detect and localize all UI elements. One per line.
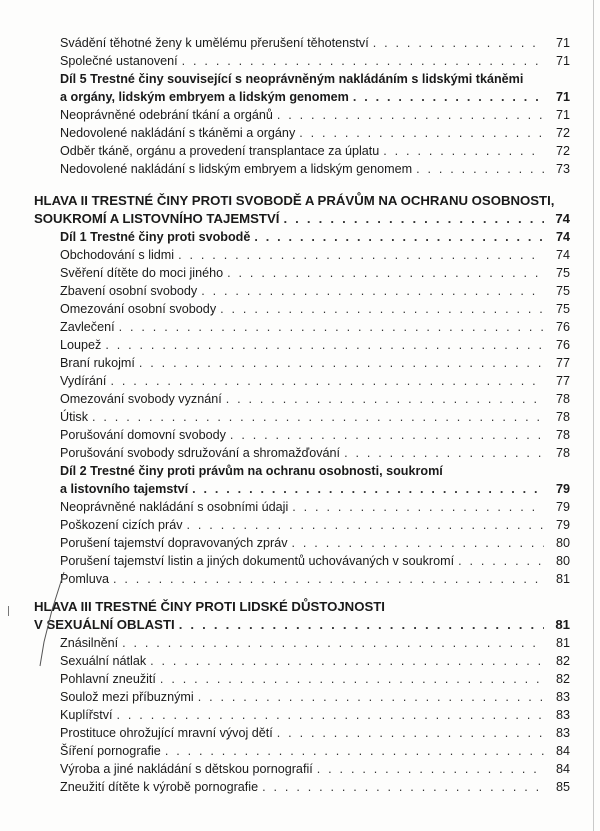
entry-title: Omezování svobody vyznání [60, 392, 222, 406]
chapter-heading[interactable] [34, 616, 570, 634]
entry-title: Zbavení osobní svobody [60, 284, 198, 298]
leader-dots [160, 670, 544, 688]
entry-page: 81 [555, 572, 570, 586]
leader-dots [230, 426, 544, 444]
entry-page: 75 [555, 266, 570, 280]
leader-dots [344, 444, 544, 462]
leader-dots [299, 124, 544, 142]
entry-page: 82 [555, 672, 570, 686]
toc-entry[interactable] [60, 246, 570, 264]
entry-page: 85 [555, 780, 570, 794]
entry-title: Pohlavní zneužití [60, 672, 156, 686]
toc-entry[interactable] [60, 372, 570, 390]
toc-entry[interactable] [60, 724, 570, 742]
toc-entry[interactable] [60, 498, 570, 516]
toc-entry[interactable] [60, 52, 570, 70]
entry-page: 81 [555, 617, 570, 632]
entry-title: Porušování svobody sdružování a shromažďování [60, 446, 341, 460]
leader-dots [192, 480, 544, 498]
entry-page: 82 [555, 654, 570, 668]
entry-title: Svádění těhotné ženy k umělému přerušení těhotenství [60, 36, 369, 50]
entry-title: Kuplířství [60, 708, 113, 722]
leader-dots [283, 210, 544, 228]
entry-title: Znásilnění [60, 636, 119, 650]
leader-dots [416, 160, 544, 178]
leader-dots [254, 228, 544, 246]
toc-entry[interactable] [60, 688, 570, 706]
toc-entry[interactable] [60, 408, 570, 426]
entry-page: 72 [555, 126, 570, 140]
part-heading[interactable] [60, 228, 570, 246]
toc-entry[interactable] [60, 534, 570, 552]
entry-page: 74 [555, 211, 570, 226]
toc-entry[interactable] [60, 106, 570, 124]
toc-entry[interactable] [60, 670, 570, 688]
entry-page: 72 [555, 144, 570, 158]
entry-title: Vydírání [60, 374, 107, 388]
leader-dots [110, 372, 544, 390]
entry-title: Omezování osobní svobody [60, 302, 217, 316]
chapter-heading[interactable] [34, 210, 570, 228]
toc-entry[interactable] [60, 742, 570, 760]
toc-entry[interactable] [60, 34, 570, 52]
entry-title: Neoprávněné nakládání s osobními údaji [60, 500, 289, 514]
entry-title: Neoprávněné odebrání tkání a orgánů [60, 108, 273, 122]
leader-dots [178, 246, 544, 264]
leader-dots [220, 300, 544, 318]
toc-entry[interactable] [60, 142, 570, 160]
leader-dots [139, 354, 544, 372]
entry-page: 79 [555, 482, 570, 496]
part-heading-line1: Díl 5 Trestné činy související s neoprávněným nakládáním s lidskými tkáněmi [60, 72, 524, 86]
leader-dots [277, 724, 544, 742]
leader-dots [119, 318, 544, 336]
leader-dots [353, 88, 544, 106]
entry-title: Nedovolené nakládání s tkáněmi a orgány [60, 126, 296, 140]
toc-entry[interactable] [60, 760, 570, 778]
leader-dots [182, 52, 544, 70]
leader-dots [262, 778, 544, 796]
entry-title: Poškození cizích práv [60, 518, 183, 532]
entry-title: Loupež [60, 338, 102, 352]
leader-dots [292, 498, 544, 516]
toc-entry[interactable] [60, 282, 570, 300]
leader-dots [117, 706, 545, 724]
entry-page: 83 [555, 708, 570, 722]
toc-entry[interactable] [60, 634, 570, 652]
leader-dots [373, 34, 544, 52]
entry-page: 71 [555, 54, 570, 68]
entry-page: 71 [555, 90, 570, 104]
entry-page: 79 [555, 500, 570, 514]
entry-page: 74 [555, 230, 570, 244]
leader-dots [277, 106, 544, 124]
toc-entry[interactable] [60, 652, 570, 670]
toc-entry[interactable] [60, 354, 570, 372]
leader-dots [92, 408, 544, 426]
leader-dots [113, 570, 544, 588]
entry-page: 81 [555, 636, 570, 650]
entry-title: Výroba a jiné nakládání s dětskou pornografií [60, 762, 313, 776]
entry-title: Útisk [60, 410, 88, 424]
entry-page: 84 [555, 762, 570, 776]
leader-dots [458, 552, 544, 570]
leader-dots [201, 282, 544, 300]
entry-title: Prostituce ohrožující mravní vývoj dětí [60, 726, 273, 740]
part-heading[interactable] [60, 88, 570, 106]
toc-entry[interactable] [60, 444, 570, 462]
entry-title: Šíření pornografie [60, 744, 161, 758]
toc-entry[interactable] [60, 778, 570, 796]
entry-page: 74 [555, 248, 570, 262]
entry-page: 73 [555, 162, 570, 176]
entry-page: 71 [555, 36, 570, 50]
leader-dots [179, 616, 544, 634]
leader-dots [317, 760, 544, 778]
entry-page: 75 [555, 284, 570, 298]
entry-title: Obchodování s lidmi [60, 248, 175, 262]
entry-page: 78 [555, 428, 570, 442]
entry-page: 83 [555, 726, 570, 740]
entry-title: Díl 1 Trestné činy proti svobodě [60, 230, 251, 244]
entry-title: Pomluva [60, 572, 109, 586]
entry-title: Odběr tkáně, orgánu a provedení transplantace za úplatu [60, 144, 380, 158]
leader-dots [292, 534, 545, 552]
entry-title: Porušování domovní svobody [60, 428, 226, 442]
entry-title: Porušení tajemství dopravovaných zpráv [60, 536, 288, 550]
leader-dots [383, 142, 544, 160]
toc-entry[interactable] [60, 552, 570, 570]
toc-entry[interactable] [60, 124, 570, 142]
entry-page: 76 [555, 338, 570, 352]
toc-entry[interactable] [60, 300, 570, 318]
entry-page: 77 [555, 356, 570, 370]
entry-page: 84 [555, 744, 570, 758]
entry-page: 78 [555, 410, 570, 424]
entry-page: 78 [555, 392, 570, 406]
entry-page: 80 [555, 554, 570, 568]
entry-title: SOUKROMÍ A LISTOVNÍHO TAJEMSTVÍ [34, 211, 280, 226]
toc-entry[interactable] [60, 318, 570, 336]
entry-page: 77 [555, 374, 570, 388]
leader-dots [165, 742, 544, 760]
entry-page: 83 [555, 690, 570, 704]
part-heading[interactable] [60, 480, 570, 498]
toc-entry[interactable] [60, 390, 570, 408]
toc-entry[interactable] [60, 160, 570, 178]
entry-page: 78 [555, 446, 570, 460]
toc-entry[interactable] [60, 706, 570, 724]
entry-title: Zavlečení [60, 320, 115, 334]
leader-dots [227, 264, 544, 282]
toc-entry[interactable] [60, 570, 570, 588]
pen-stroke-mark [30, 570, 70, 670]
entry-title: Nedovolené nakládání s lidským embryem a lidským genomem [60, 162, 413, 176]
leader-dots [226, 390, 544, 408]
entry-page: 75 [555, 302, 570, 316]
toc-entry[interactable] [60, 264, 570, 282]
margin-mark [8, 606, 9, 616]
part-heading-line1: Díl 2 Trestné činy proti právům na ochranu osobnosti, soukromí [60, 464, 443, 478]
entry-title: Porušení tajemství listin a jiných dokumentů uchovávaných v soukromí [60, 554, 455, 568]
entry-page: 71 [555, 108, 570, 122]
entry-title: a listovního tajemství [60, 482, 189, 496]
entry-title: Sexuální nátlak [60, 654, 147, 668]
entry-title: Společné ustanovení [60, 54, 178, 68]
leader-dots [105, 336, 544, 354]
entry-title: V SEXUÁLNÍ OBLASTI [34, 617, 175, 632]
toc-entry[interactable] [60, 426, 570, 444]
leader-dots [187, 516, 545, 534]
chapter-heading-line1: HLAVA II TRESTNÉ ČINY PROTI SVOBODĚ A PRÁVŮM NA OCHRANU OSOBNOSTI, [34, 193, 555, 208]
entry-title: Zneužití dítěte k výrobě pornografie [60, 780, 259, 794]
entry-page: 79 [555, 518, 570, 532]
toc-entry[interactable] [60, 516, 570, 534]
chapter-heading-line1: HLAVA III TRESTNÉ ČINY PROTI LIDSKÉ DŮSTOJNOSTI [34, 599, 385, 614]
page-edge-line [593, 0, 594, 831]
leader-dots [150, 652, 544, 670]
entry-title: a orgány, lidským embryem a lidským genomem [60, 90, 349, 104]
leader-dots [122, 634, 544, 652]
entry-page: 80 [555, 536, 570, 550]
leader-dots [198, 688, 544, 706]
entry-page: 76 [555, 320, 570, 334]
entry-title: Svěření dítěte do moci jiného [60, 266, 224, 280]
toc-entry[interactable] [60, 336, 570, 354]
entry-title: Braní rukojmí [60, 356, 135, 370]
entry-title: Soulož mezi příbuznými [60, 690, 194, 704]
